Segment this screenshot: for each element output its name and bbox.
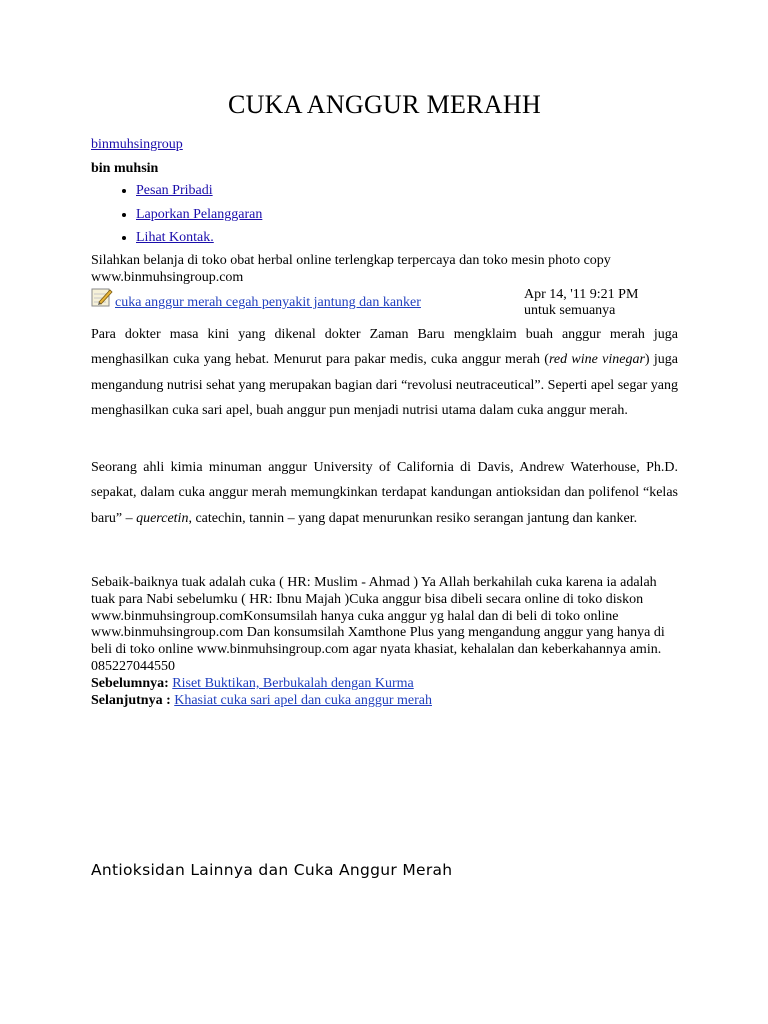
next-label: Selanjutnya : xyxy=(91,693,171,708)
section-subheading: Antioksidan Lainnya dan Cuka Anggur Merah xyxy=(91,861,453,879)
author-actions-menu xyxy=(91,181,262,252)
note-pencil-icon xyxy=(91,287,113,307)
lihat-kontak-link[interactable]: Lihat Kontak. xyxy=(136,230,214,245)
previous-label: Sebelumnya: xyxy=(91,676,169,691)
author-profile-link[interactable]: binmuhsingroup xyxy=(91,137,183,152)
post-title-link[interactable]: cuka anggur merah cegah penyakit jantung dan kanker xyxy=(115,295,421,310)
menu-item-lihat-kontak xyxy=(136,228,262,252)
post-header xyxy=(91,287,678,319)
intro-text: Silahkan belanja di toko obat herbal online terlengkap terpercaya dan toko mesin photo copy www.binmuhsingroup.com xyxy=(91,253,611,285)
pesan-pribadi-link[interactable]: Pesan Pribadi xyxy=(136,183,213,198)
next-post-link[interactable]: Khasiat cuka sari apel dan cuka anggur merah xyxy=(174,693,432,708)
next-post-nav xyxy=(91,693,432,709)
post-meta xyxy=(524,287,638,319)
author-name: bin muhsin xyxy=(91,161,159,176)
post-date: Apr 14, '11 9:21 PM xyxy=(524,287,639,302)
laporkan-pelanggaran-link[interactable]: Laporkan Pelanggaran xyxy=(136,206,263,222)
closing-text: Sebaik-baiknya tuak adalah cuka ( HR: Muslim - Ahmad ) Ya Allah berkahilah cuka karena ia adalah tuak para Nabi sebelumku ( HR: Ibnu Majah )Cuka anggur bisa dibeli secara online di toko diskon www.binmuhsingroup.comKonsumsilah hanya cuka anggur yg halal dan di beli di toko online www.binmuhsingroup.com Dan konsumsilah Xamthone Plus yang mengandung anggur yang hanya di beli di toko online www.binmuhsingroup.com agar nyata khasiat, kehalalan dan keberkahannya amin. 085227044550 xyxy=(91,575,665,674)
previous-post-nav xyxy=(91,676,414,692)
previous-post-link[interactable]: Riset Buktikan, Berbukalah dengan Kurma xyxy=(172,676,414,691)
menu-item-laporkan xyxy=(136,205,262,229)
article-paragraph-1: Para dokter masa kini yang dikenal dokter Zaman Baru mengklaim buah anggur merah juga menghasilkan cuka yang hebat. Menurut para pakar medis, cuka anggur merah (red wine vinegar) juga mengandung nutrisi sehat yang merupakan bagian dari “revolusi neutraceutical”. Seperti apel segar yang menghasilkan cuka sari apel, buah anggur pun menjadi nutrisi utama dalam cuka anggur merah. xyxy=(91,327,678,418)
article-paragraph-2: Seorang ahli kimia minuman anggur University of California di Davis, Andrew Waterhouse, Ph.D. sepakat, dalam cuka anggur merah memungkinkan terdapat kandungan antioksidan dan polifenol “kelas baru” – quercetin, catechin, tannin – yang dapat menurunkan resiko serangan jantung dan kanker. xyxy=(91,460,678,526)
post-visibility: untuk semuanya xyxy=(524,303,616,318)
page-title: CUKA ANGGUR MERAHH xyxy=(227,90,542,119)
menu-item-pesan-pribadi xyxy=(136,181,262,205)
